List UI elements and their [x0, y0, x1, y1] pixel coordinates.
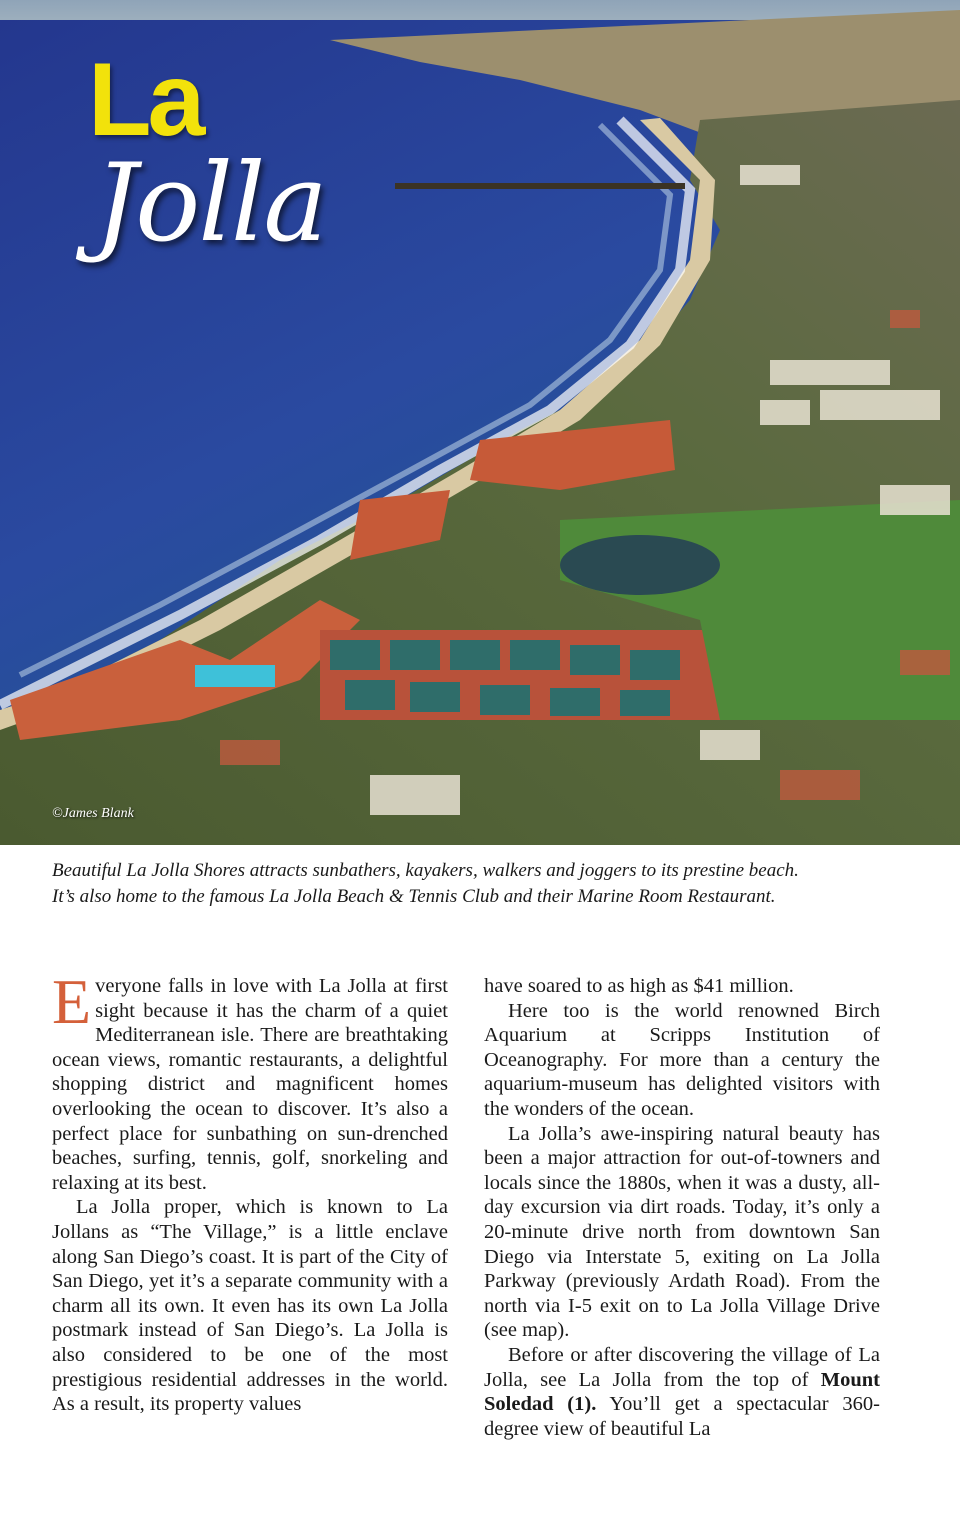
title-la: La — [88, 42, 202, 158]
caption-line-1: Beautiful La Jolla Shores attracts sunbathers, kayakers, walkers and joggers to its prestine beach. — [52, 860, 799, 881]
paragraph-intro-text: veryone falls in love with La Jolla at first sight because it has the charm of a quiet Mediterranean isle. There are breathtaking ocean views, romantic restaurants, a delightful shopping district and magnificent homes overlooking the ocean to discover. It’s also a perfect place for sunbathing on sun-drenched beaches, surfing, tennis, golf, snorkeling and relaxing at its best. — [52, 975, 448, 1194]
paragraph-village: La Jolla proper, which is known to La Jollans as “The Village,” is a little enclave along San Diego’s coast. It is part of the City of San Diego, yet it’s a separate community with a charm all its own. It even has its own La Jolla postmark instead of San Diego’s. La Jolla is also considered to be one of the most prestigious residential addresses in the world. As a result, its property values — [52, 1196, 448, 1416]
paragraph-soledad — [484, 1343, 880, 1441]
paragraph-aquarium: Here too is the world renowned Birch Aquarium at Scripps Institution of Oceanography. For more than a century the aquarium-museum has delighted visitors with the wonders of the ocean. — [484, 999, 880, 1120]
paragraph-history: La Jolla’s awe-inspiring natural beauty has been a major attraction for out-of-towners and locals since the 1880s, when it was a dusty, all-day excursion via dirt roads. Today, it’s only a 20-minute drive north from downtown San Diego via Interstate 5, exiting on La Jolla Parkway (previously Ardath Road). From the north via I-5 exit on to La Jolla Village Drive (see map). — [484, 1122, 880, 1342]
paragraph-soledad-start: Before or after discovering the village of La Jolla, see La Jolla from the top of — [484, 1343, 880, 1391]
dropcap: E — [52, 966, 92, 1037]
article-column-right — [484, 974, 880, 1441]
photo-caption — [52, 858, 912, 910]
mount-soledad-label: Mount Soledad (1). — [484, 1368, 880, 1416]
paragraph-soledad-end: You’ll get a spectacular 360-degree view of beautiful La — [484, 1393, 880, 1440]
photo-credit: ©James Blank — [52, 806, 134, 821]
caption-line-2: It’s also home to the famous La Jolla Beach & Tennis Club and their Marine Room Restaurant. — [52, 886, 776, 907]
title-jolla: Jolla — [94, 141, 326, 266]
paragraph-intro — [52, 966, 448, 1195]
article-column-left — [52, 966, 448, 1417]
paragraph-village-continued: have soared to as high as $41 million. — [484, 975, 794, 997]
